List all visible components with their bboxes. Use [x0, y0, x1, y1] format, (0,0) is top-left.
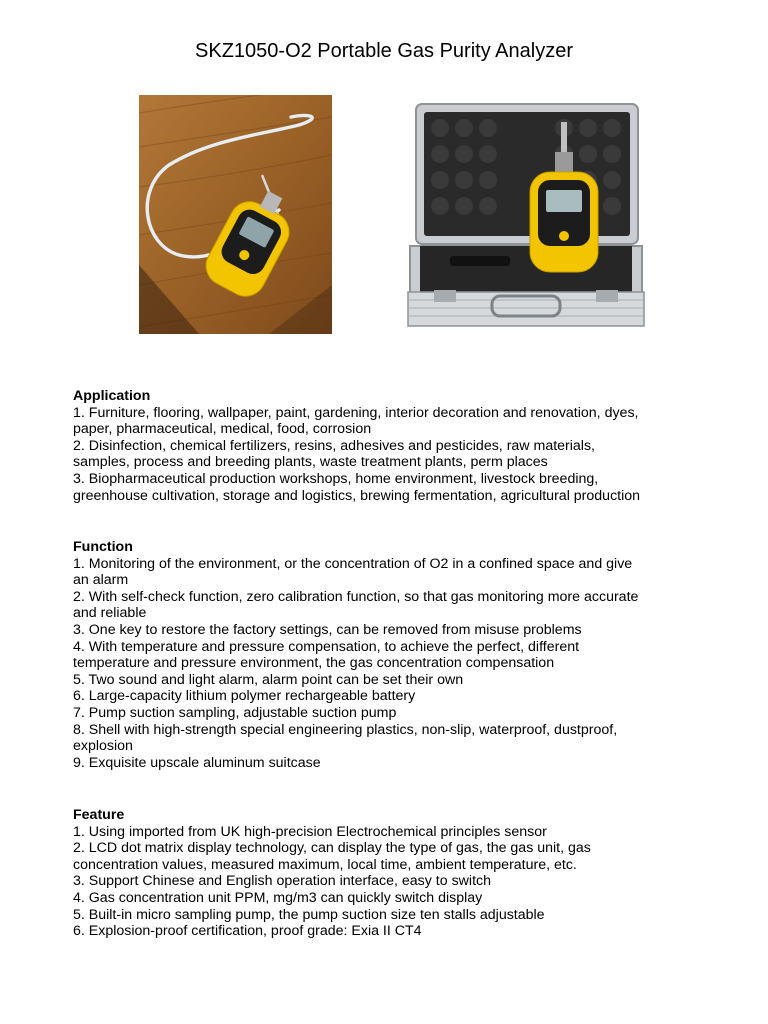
feature-line: 5. Built-in micro sampling pump, the pump suction size ten stalls adjustable	[73, 906, 545, 923]
function-line: 4. With temperature and pressure compensation, to achieve the perfect, different	[73, 638, 580, 655]
function-section	[73, 539, 703, 771]
application-line: greenhouse cultivation, storage and logistics, brewing fermentation, agricultural production	[73, 487, 641, 504]
function-line: an alarm	[73, 572, 129, 589]
application-line: 3. Biopharmaceutical production workshops, home environment, livestock breeding,	[73, 470, 599, 487]
application-line: 2. Disinfection, chemical fertilizers, resins, adhesives and pesticides, raw materials,	[73, 437, 595, 454]
application-section	[73, 388, 703, 504]
analyzer-with-hose-image	[139, 95, 332, 334]
analyzer-in-case-image	[406, 96, 646, 336]
function-line: 8. Shell with high-strength special engineering plastics, non-slip, waterproof, dustproof,	[73, 721, 618, 738]
application-line: 1. Furniture, flooring, wallpaper, paint, gardening, interior decoration and renovation, dyes,	[73, 404, 639, 421]
application-line: samples, process and breeding plants, waste treatment plants, perm places	[73, 454, 548, 471]
application-line: paper, pharmaceutical, medical, food, corrosion	[73, 421, 372, 438]
page-title: SKZ1050-O2 Portable Gas Purity Analyzer	[195, 40, 573, 62]
function-line: 9. Exquisite upscale aluminum suitcase	[73, 754, 321, 771]
feature-line: 2. LCD dot matrix display technology, can display the type of gas, the gas unit, gas	[73, 840, 591, 857]
function-line: 5. Two sound and light alarm, alarm point can be set their own	[73, 671, 464, 688]
application-heading: Application	[73, 388, 151, 404]
product-photo-case	[406, 96, 646, 336]
feature-line: concentration values, measured maximum, local time, ambient temperature, etc.	[73, 856, 577, 873]
function-line: 6. Large-capacity lithium polymer rechargeable battery	[73, 688, 416, 705]
function-line: and reliable	[73, 605, 147, 622]
product-photo-hose	[139, 95, 332, 334]
feature-line: 3. Support Chinese and English operation interface, easy to switch	[73, 873, 491, 890]
function-line: temperature and pressure environment, the gas concentration compensation	[73, 655, 555, 672]
function-line: 7. Pump suction sampling, adjustable suction pump	[73, 704, 397, 721]
function-line: 2. With self-check function, zero calibration function, so that gas monitoring more accurate	[73, 588, 639, 605]
feature-line: 6. Explosion-proof certification, proof grade: Exia II CT4	[73, 923, 422, 940]
function-line: 1. Monitoring of the environment, or the concentration of O2 in a confined space and give	[73, 555, 633, 572]
function-heading: Function	[73, 539, 133, 555]
feature-line: 4. Gas concentration unit PPM, mg/m3 can quickly switch display	[73, 889, 483, 906]
function-line: explosion	[73, 738, 133, 755]
function-line: 3. One key to restore the factory settings, can be removed from misuse problems	[73, 621, 582, 638]
feature-heading: Feature	[73, 807, 125, 823]
feature-line: 1. Using imported from UK high-precision Electrochemical principles sensor	[73, 823, 547, 840]
feature-section	[73, 807, 703, 940]
